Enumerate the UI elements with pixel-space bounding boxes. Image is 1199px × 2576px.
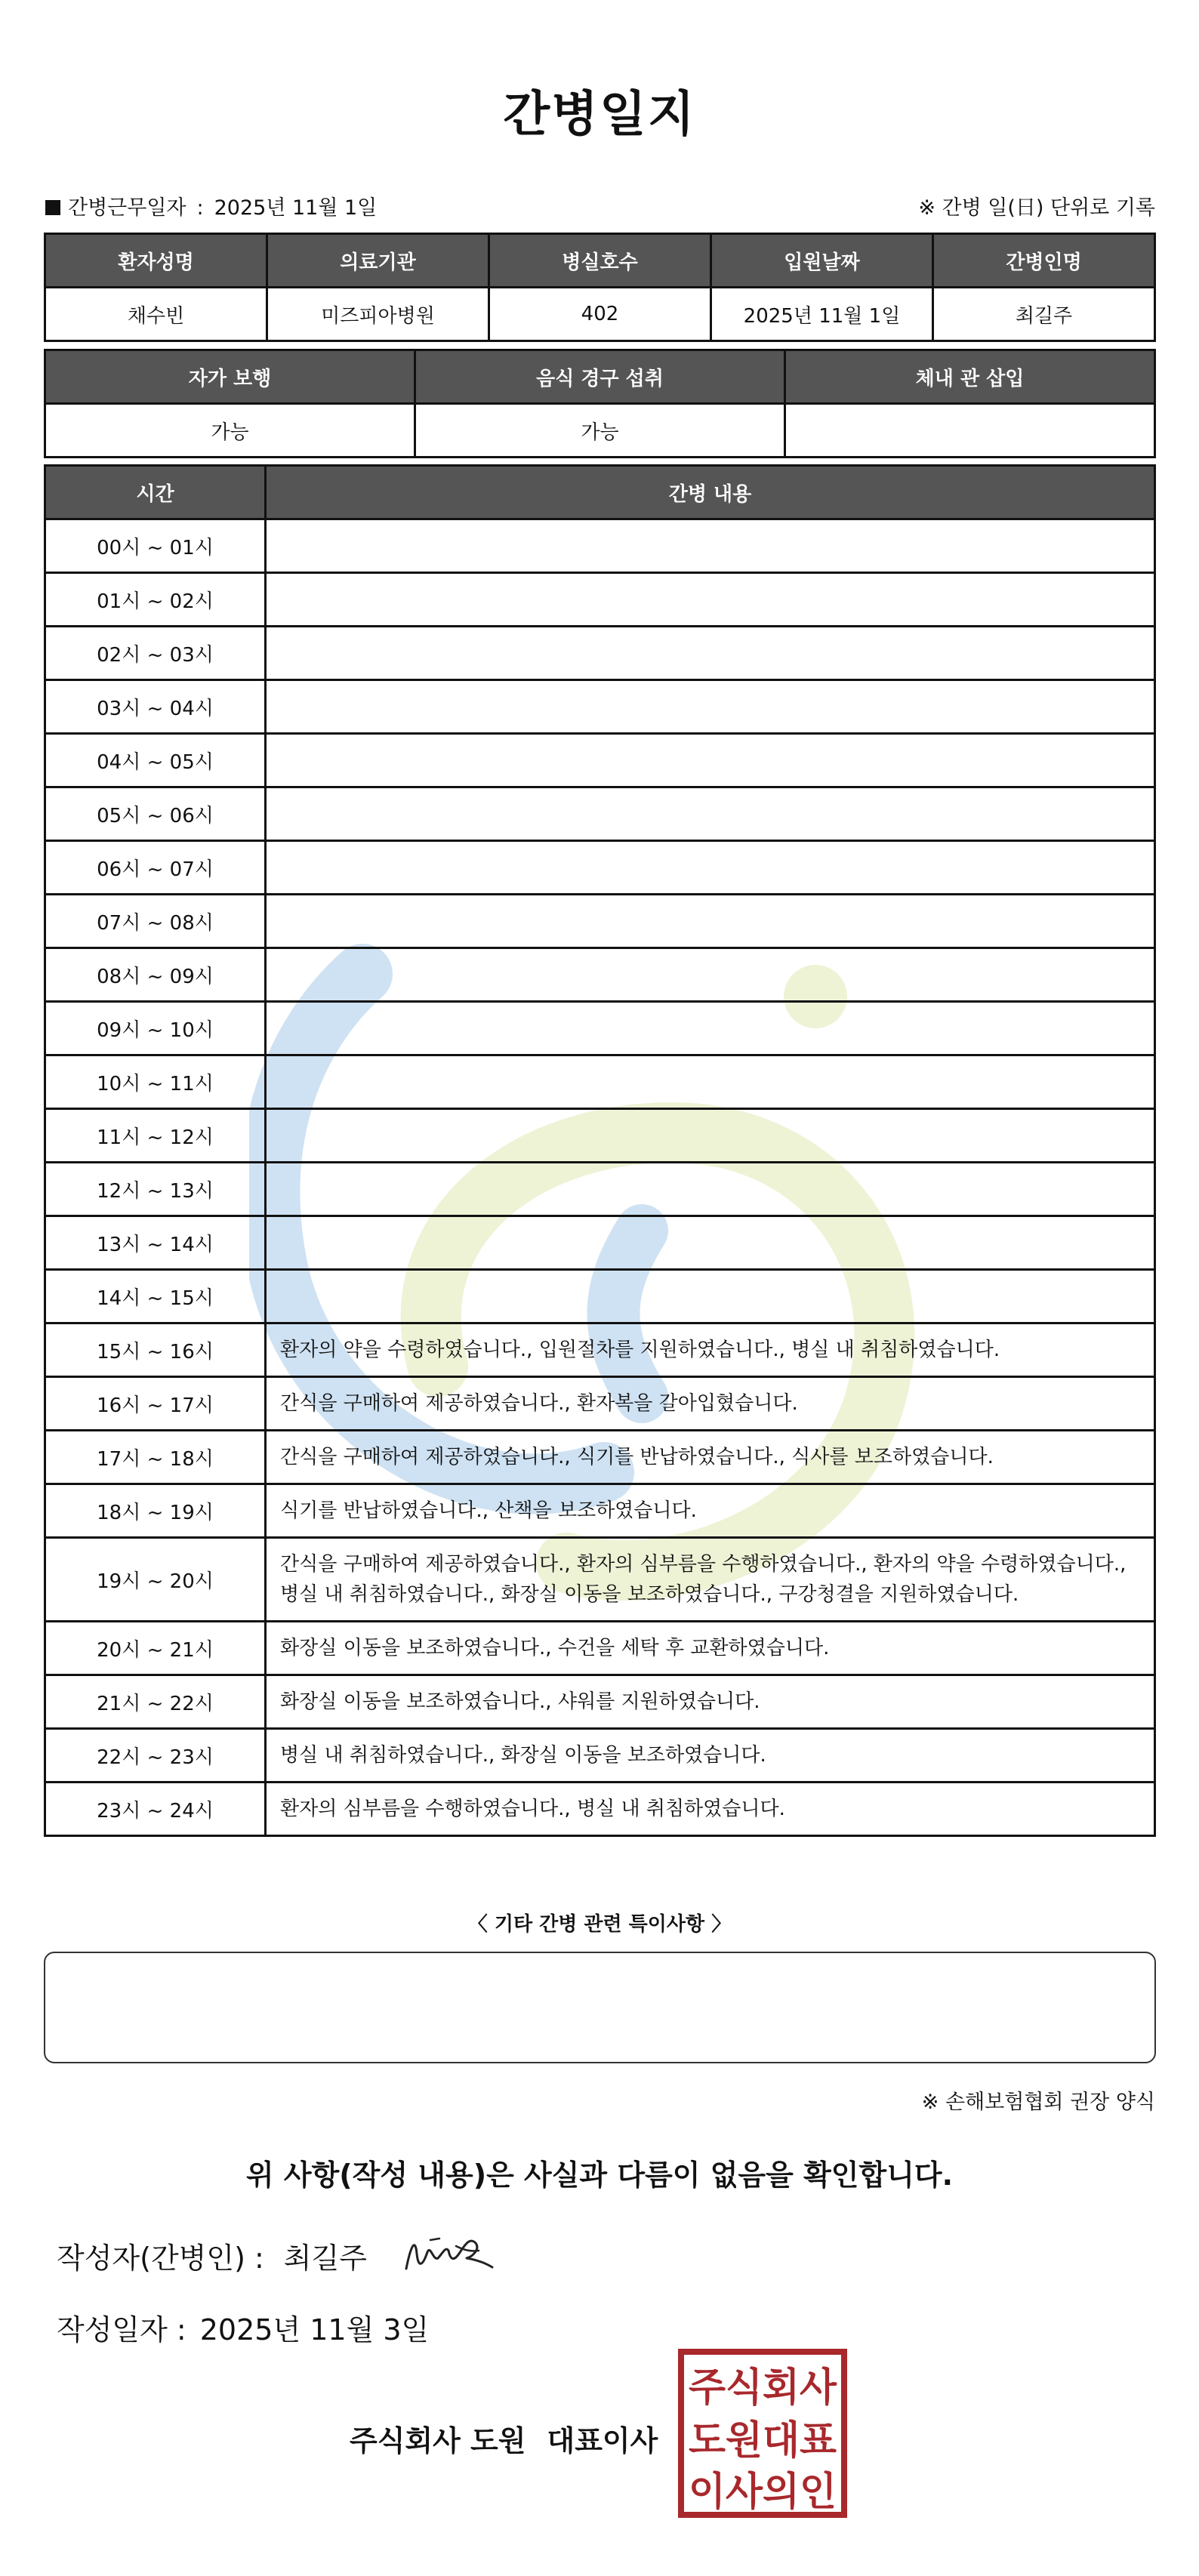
care-content-cell: 간식을 구매하여 제공하였습니다., 환자복을 갈아입혔습니다.: [266, 1377, 1155, 1431]
header-admission-date: 입원날짜: [711, 234, 933, 288]
time-cell: 01시 ~ 02시: [45, 573, 266, 627]
hospital-name: 미즈피아병원: [267, 288, 489, 341]
table-row: [45, 895, 1155, 948]
table-row: [45, 1431, 1155, 1484]
daily-record-note: ※ 간병 일(日) 단위로 기록: [918, 196, 1155, 220]
care-content-cell: [266, 1270, 1155, 1323]
patient-status-table: [44, 349, 1156, 458]
header-caregiver-name: 간병인명: [933, 234, 1155, 288]
table-row: [45, 1216, 1155, 1270]
company-name: 주식회사 도원: [350, 2424, 526, 2457]
time-cell: 08시 ~ 09시: [45, 948, 266, 1002]
time-cell: 17시 ~ 18시: [45, 1431, 266, 1484]
care-content-cell: [266, 948, 1155, 1002]
care-content-cell: 화장실 이동을 보조하였습니다., 수건을 세탁 후 교환하였습니다.: [266, 1622, 1155, 1675]
tube-insertion-value: [785, 404, 1155, 458]
care-content-cell: [266, 1109, 1155, 1163]
special-notes-title: 〈 기타 간병 관련 특이사항 〉: [467, 1913, 732, 1936]
care-content-cell: 간식을 구매하여 제공하였습니다., 환자의 심부름을 수행하였습니다., 환자의 약을 수령하였습니다., 병실 내 취침하였습니다., 화장실 이동을 보조하였습니다., 구강청결을 지원하였습니다.: [266, 1538, 1155, 1622]
care-content-cell: [266, 519, 1155, 573]
table-row: [45, 1055, 1155, 1109]
table-row: [45, 841, 1155, 895]
header-oral-intake: 음식 경구 섭취: [415, 350, 785, 404]
representative-title: 대표이사: [547, 2424, 658, 2457]
table-row: [45, 1002, 1155, 1055]
table-row: [45, 1783, 1155, 1836]
write-date-label: 작성일자 :: [57, 2313, 186, 2346]
special-notes-box: [44, 1952, 1156, 2063]
care-content-cell: 식기를 반납하였습니다., 산책을 보조하였습니다.: [266, 1484, 1155, 1538]
company-signature-line: [350, 2417, 658, 2459]
square-bullet-icon: [45, 200, 60, 215]
table-row: [45, 1622, 1155, 1675]
table-row: [45, 1323, 1155, 1377]
care-content-cell: 병실 내 취침하였습니다., 화장실 이동을 보조하였습니다.: [266, 1729, 1155, 1783]
work-date-label: 간병근무일자: [68, 196, 186, 220]
care-content-cell: [266, 734, 1155, 787]
care-content-cell: [266, 1216, 1155, 1270]
svg-text:도원대표: 도원대표: [689, 2418, 837, 2464]
table-row: [45, 787, 1155, 841]
table-row: [45, 1538, 1155, 1622]
care-content-cell: 간식을 구매하여 제공하였습니다., 식기를 반납하였습니다., 식사를 보조하였습니다.: [266, 1431, 1155, 1484]
care-content-cell: [266, 841, 1155, 895]
svg-text:이사의인: 이사의인: [689, 2470, 837, 2515]
header-time: 시간: [45, 466, 266, 519]
time-cell: 22시 ~ 23시: [45, 1729, 266, 1783]
work-date-value: 2025년 11월 1일: [214, 196, 378, 220]
caregiver-name: 최길주: [933, 288, 1155, 341]
svg-text:주식회사: 주식회사: [689, 2365, 837, 2411]
table-row: [45, 627, 1155, 680]
work-date-row: [45, 191, 377, 220]
header-tube-insertion: 체내 관 삽입: [785, 350, 1155, 404]
care-content-cell: 환자의 심부름을 수행하였습니다., 병실 내 취침하였습니다.: [266, 1783, 1155, 1836]
write-date-row: [57, 2306, 429, 2348]
patient-name: 채수빈: [45, 288, 267, 341]
time-cell: 02시 ~ 03시: [45, 627, 266, 680]
care-content-cell: 환자의 약을 수령하였습니다., 입원절차를 지원하였습니다., 병실 내 취침하였습니다.: [266, 1323, 1155, 1377]
header-self-walking: 자가 보행: [45, 350, 415, 404]
header-patient-name: 환자성명: [45, 234, 267, 288]
confirmation-statement: 위 사항(작성 내용)은 사실과 다름이 없음을 확인합니다.: [245, 2158, 954, 2192]
handwritten-signature-icon: [400, 2223, 498, 2284]
writer-row: [57, 2235, 367, 2276]
time-cell: 10시 ~ 11시: [45, 1055, 266, 1109]
care-content-cell: [266, 895, 1155, 948]
write-date-value: 2025년 11월 3일: [199, 2313, 430, 2346]
time-cell: 04시 ~ 05시: [45, 734, 266, 787]
care-content-cell: 화장실 이동을 보조하였습니다., 샤워를 지원하였습니다.: [266, 1675, 1155, 1729]
table-row: [45, 1163, 1155, 1216]
time-cell: 20시 ~ 21시: [45, 1622, 266, 1675]
header-care-content: 간병 내용: [266, 466, 1155, 519]
time-cell: 18시 ~ 19시: [45, 1484, 266, 1538]
time-cell: 21시 ~ 22시: [45, 1675, 266, 1729]
time-cell: 16시 ~ 17시: [45, 1377, 266, 1431]
work-date-separator: :: [196, 196, 204, 220]
oral-intake-value: 가능: [415, 404, 785, 458]
document-title: 간병일지: [503, 87, 696, 143]
writer-name: 최길주: [283, 2242, 367, 2275]
time-cell: 12시 ~ 13시: [45, 1163, 266, 1216]
care-content-cell: [266, 680, 1155, 734]
table-row: [45, 948, 1155, 1002]
table-row: [45, 1729, 1155, 1783]
table-row: [45, 519, 1155, 573]
table-row: [45, 1484, 1155, 1538]
table-row: [45, 1675, 1155, 1729]
care-content-cell: [266, 1055, 1155, 1109]
time-cell: 09시 ~ 10시: [45, 1002, 266, 1055]
table-row: [45, 734, 1155, 787]
recommended-form-note: ※ 손해보험협회 권장 양식: [921, 2091, 1155, 2114]
table-row: [45, 1109, 1155, 1163]
patient-info-table: [44, 233, 1156, 342]
care-content-cell: [266, 1163, 1155, 1216]
header-room-number: 병실호수: [489, 234, 711, 288]
table-row: [45, 1270, 1155, 1323]
table-row: [45, 680, 1155, 734]
time-cell: 05시 ~ 06시: [45, 787, 266, 841]
time-cell: 19시 ~ 20시: [45, 1538, 266, 1622]
time-cell: 14시 ~ 15시: [45, 1270, 266, 1323]
time-cell: 13시 ~ 14시: [45, 1216, 266, 1270]
care-log-table: [44, 464, 1156, 1837]
care-content-cell: [266, 787, 1155, 841]
table-row: [45, 573, 1155, 627]
table-row: [45, 1377, 1155, 1431]
care-content-cell: [266, 627, 1155, 680]
self-walking-value: 가능: [45, 404, 415, 458]
time-cell: 06시 ~ 07시: [45, 841, 266, 895]
time-cell: 23시 ~ 24시: [45, 1783, 266, 1836]
admission-date: 2025년 11월 1일: [711, 288, 933, 341]
writer-label: 작성자(간병인) :: [57, 2242, 264, 2275]
header-hospital: 의료기관: [267, 234, 489, 288]
company-seal-stamp-icon: [677, 2348, 848, 2519]
time-cell: 00시 ~ 01시: [45, 519, 266, 573]
time-cell: 15시 ~ 16시: [45, 1323, 266, 1377]
room-number: 402: [489, 288, 711, 341]
care-content-cell: [266, 573, 1155, 627]
time-cell: 11시 ~ 12시: [45, 1109, 266, 1163]
time-cell: 03시 ~ 04시: [45, 680, 266, 734]
care-content-cell: [266, 1002, 1155, 1055]
time-cell: 07시 ~ 08시: [45, 895, 266, 948]
